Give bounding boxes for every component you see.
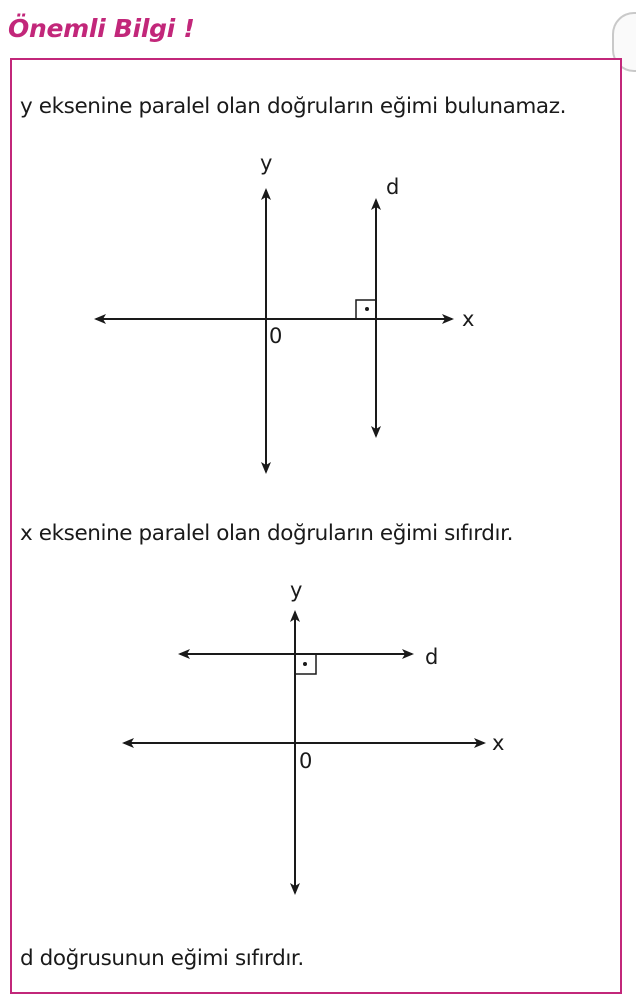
line-d-label: d [386, 175, 400, 199]
horizontal-rule-text: x eksenine paralel olan doğruların eğimi sıfırdır. [20, 521, 513, 546]
right-angle-dot [365, 307, 369, 311]
x-axis-label: x [492, 731, 505, 755]
origin-label: 0 [269, 324, 283, 348]
origin-label: 0 [299, 749, 313, 773]
y-axis-label: y [260, 151, 273, 175]
y-axis-label: y [290, 578, 303, 602]
figure-horizontal-line [124, 578, 504, 893]
line-d-label: d [425, 645, 439, 669]
conclusion-text: d doğrusunun eğimi sıfırdır. [20, 946, 304, 971]
figure-vertical-line [96, 151, 474, 472]
vertical-rule-text: y eksenine paralel olan doğruların eğimi bulunamaz. [20, 94, 567, 119]
right-angle-dot [303, 662, 307, 666]
x-axis-label: x [462, 307, 475, 331]
page-title: Önemli Bilgi ! [8, 14, 195, 43]
